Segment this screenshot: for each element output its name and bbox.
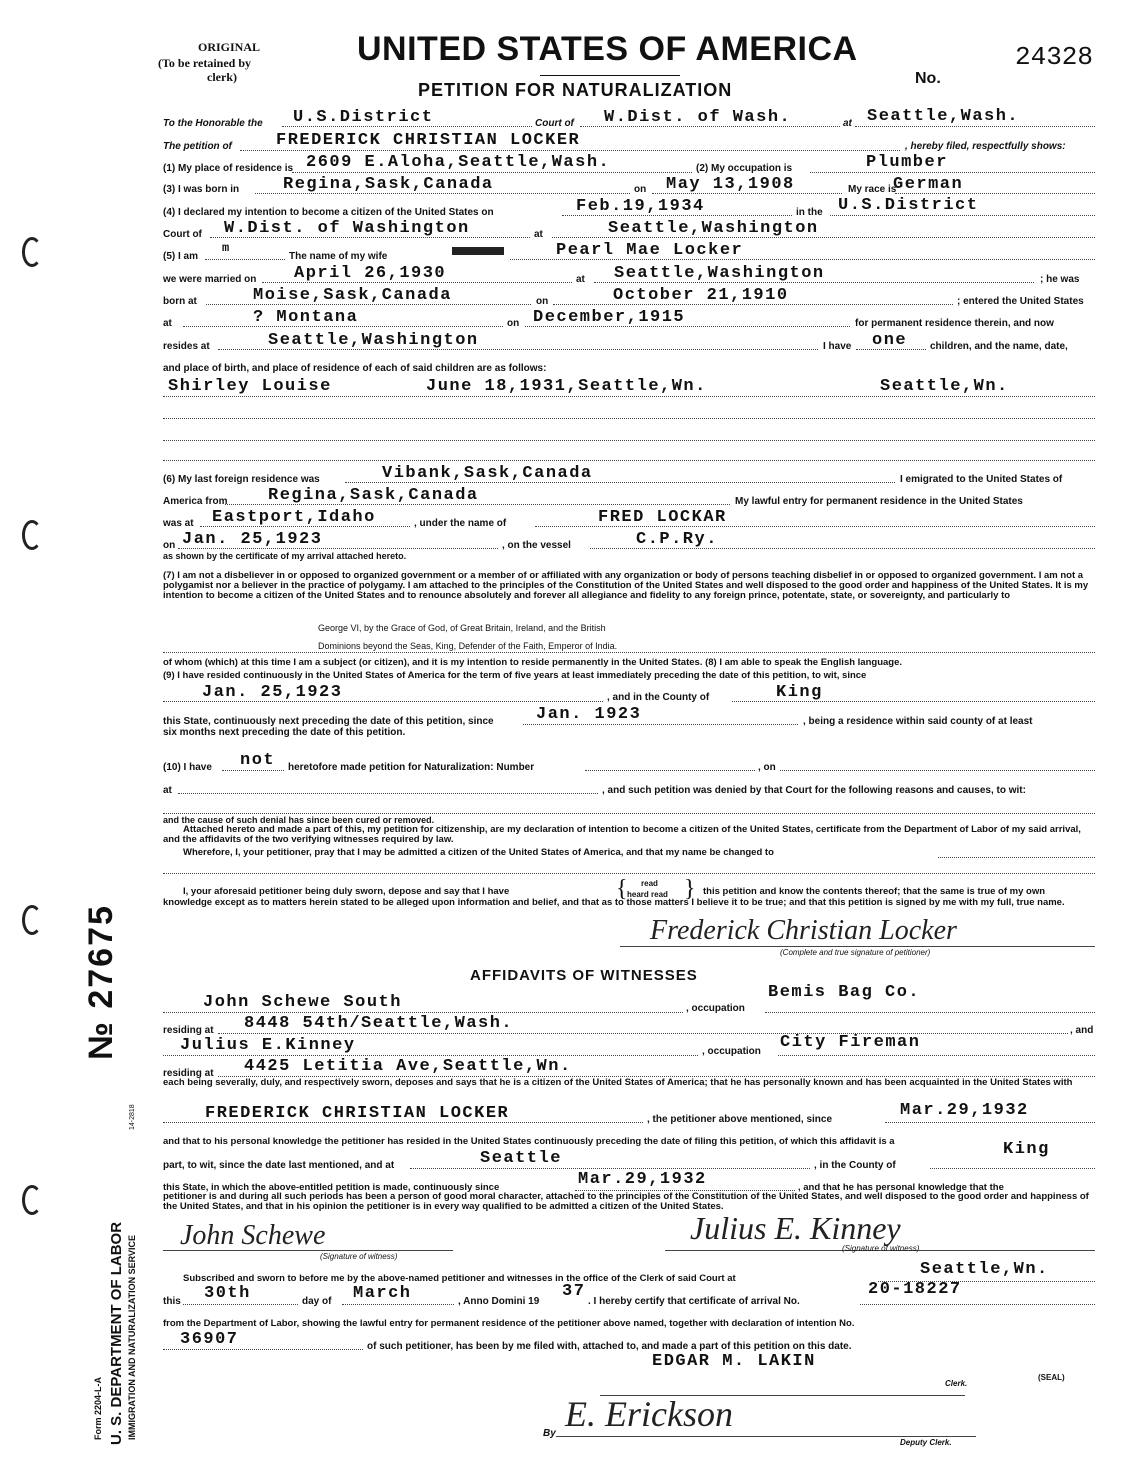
were-married-label: we were married on bbox=[163, 274, 257, 285]
foreign-residence: Vibank,Sask,Canada bbox=[382, 464, 593, 483]
sworn-label-a: I, your aforesaid petitioner being duly sworn, depose and say that I have bbox=[183, 886, 510, 897]
intent-label: (4) I declared my intention to become a citizen of the United States on bbox=[163, 207, 494, 218]
wife-entry-date: December,1915 bbox=[533, 308, 686, 327]
children-label: children, and the name, date, bbox=[930, 341, 1068, 352]
jurat-this-label: this bbox=[163, 1296, 181, 1307]
print-code: 14-2818 bbox=[129, 1104, 136, 1130]
witness2-occupation-label: , occupation bbox=[702, 1046, 761, 1057]
prior-value: not bbox=[240, 751, 276, 770]
witness1-occupation-label: , occupation bbox=[686, 1003, 745, 1014]
punch-hole-icon bbox=[22, 905, 42, 935]
certificate-label: as shown by the certificate of my arrival attached hereto. bbox=[163, 551, 407, 561]
was-at-label: was at bbox=[163, 518, 194, 529]
wife-on-label: on bbox=[536, 296, 549, 307]
vessel-value: C.P.Ry. bbox=[636, 530, 718, 549]
intent-at-label: at bbox=[534, 229, 543, 240]
emigrated-from: Regina,Sask,Canada bbox=[268, 486, 479, 505]
filed-label: , hereby filed, respectfully shows: bbox=[905, 141, 1066, 152]
america-from-label: America from bbox=[163, 496, 228, 507]
wife-label: The name of my wife bbox=[289, 251, 388, 262]
under-name-label: , under the name of bbox=[414, 518, 507, 529]
sovereign-line-1: George VI, by the Grace of God, of Great Britain, Ireland, and the British bbox=[318, 623, 606, 633]
born-on-label: on bbox=[634, 184, 647, 195]
denied-label: , and such petition was denied by that Court for the following reasons and causes, to wit: bbox=[602, 785, 1026, 796]
witness1-occupation: Bemis Bag Co. bbox=[768, 983, 921, 1002]
entry-name: FRED LOCKAR bbox=[598, 508, 727, 527]
six-months-label: six months next preceding the date of this petition. bbox=[163, 727, 406, 738]
residence-value: 2609 E.Aloha,Seattle,Wash. bbox=[306, 153, 611, 172]
being-label: , being a residence within said county of at least bbox=[803, 716, 1033, 727]
entry-at-label: at bbox=[163, 318, 172, 329]
witness1-sig-caption: (Signature of witness) bbox=[320, 1252, 398, 1261]
wife-resides: Seattle,Washington bbox=[268, 331, 479, 350]
witness-state-since: Mar.29,1932 bbox=[578, 1170, 707, 1189]
from-label: from the Department of Labor, showing the lawful entry for permanent residence of the petitioner above named, together with declaration of intention No. bbox=[163, 1318, 855, 1329]
witness2-name: Julius E.Kinney bbox=[180, 1036, 356, 1055]
clerk-label: Clerk. bbox=[945, 1379, 968, 1388]
department-label: U. S. DEPARTMENT OF LABOR bbox=[108, 1221, 125, 1445]
have-label: I have bbox=[823, 341, 852, 352]
witness-petitioner-name: FREDERICK CHRISTIAN LOCKER bbox=[205, 1104, 510, 1123]
witness-county: King bbox=[1003, 1140, 1050, 1159]
prior-on-label: , on bbox=[758, 762, 776, 773]
jurat-place: Seattle,Wn. bbox=[920, 1260, 1049, 1279]
jurat-month: March bbox=[353, 1284, 412, 1303]
and-label: , and bbox=[1070, 1025, 1094, 1036]
brace-left: { bbox=[616, 876, 628, 902]
read-label: read bbox=[641, 879, 658, 888]
deputy-signature: E. Erickson bbox=[565, 1394, 733, 1434]
original-label: ORIGINAL bbox=[198, 40, 261, 54]
witness-county-label: , in the County of bbox=[814, 1160, 896, 1171]
wife-birthplace: Moise,Sask,Canada bbox=[253, 286, 452, 305]
deputy-label: Deputy Clerk. bbox=[900, 1438, 952, 1447]
punch-hole-icon bbox=[22, 237, 42, 267]
he-was-label: ; he was bbox=[1040, 274, 1080, 285]
jurat-year: 37 bbox=[562, 1282, 586, 1301]
witness1-name: John Schewe South bbox=[203, 993, 402, 1012]
residence-label: (1) My place of residence is bbox=[163, 163, 294, 174]
punch-hole-icon bbox=[22, 1185, 42, 1215]
prior-rest-label: heretofore made petition for Naturalization: Number bbox=[288, 762, 535, 773]
prior-label: (10) I have bbox=[163, 762, 212, 773]
state-para-a: this State, in which the above-entitled petition is made, continuously since bbox=[163, 1182, 500, 1193]
stamp-number: № 27675 bbox=[82, 904, 120, 1060]
wife-name: Pearl Mae Locker bbox=[556, 241, 744, 260]
title-rule bbox=[540, 75, 680, 76]
married-place: Seattle,Washington bbox=[614, 264, 825, 283]
born-label: (3) I was born in bbox=[163, 184, 240, 195]
witness1-signature: John Schewe bbox=[180, 1220, 326, 1251]
witness1-residing-label: residing at bbox=[163, 1025, 214, 1036]
intent-district: W.Dist. of Washington bbox=[224, 219, 470, 238]
state-since: Jan. 1923 bbox=[536, 705, 642, 724]
filed-label: of such petitioner, has been by me filed with, attached to, and made a part of this petition on this date. bbox=[367, 1341, 852, 1352]
day-of-label: day of bbox=[302, 1296, 332, 1307]
state-since-label: this State, continuously next preceding the date of this petition, since bbox=[163, 716, 494, 727]
anno-label: , Anno Domini 19 bbox=[458, 1296, 540, 1307]
wherefore-label: Wherefore, I, your petitioner, pray that I may be admitted a citizen of the United States of America, and that my name be changed to bbox=[183, 847, 774, 858]
number-label: No. bbox=[915, 70, 941, 87]
child-name: Shirley Louise bbox=[168, 377, 332, 396]
state-para-c: petitioner is and during all such periods has been a person of good moral character, attached to the principles of the Constitution of the United States, and well disposed to the good order and happiness of the United States, and that in his opinion the petitioner is in every way qualified to be admitted a citizen of the United States. bbox=[163, 1191, 1089, 1212]
entered-label: ; entered the United States bbox=[957, 296, 1084, 307]
foreign-label: (6) My last foreign residence was bbox=[163, 474, 320, 485]
lawful-label: My lawful entry for permanent residence in the United States bbox=[735, 496, 1023, 507]
county-label: , and in the County of bbox=[607, 692, 710, 703]
service-label: IMMIGRATION AND NATURALIZATION SERVICE bbox=[127, 1235, 137, 1440]
occupation-value: Plumber bbox=[866, 153, 948, 172]
sworn-paragraph: this petition and know the contents thereof; that the same is true of my own knowledge except as to matters herein stated to be alleged upon information and belief, and that as to those matters I believe it to be true; and that this petition is signed by me with my full, true name. bbox=[163, 886, 1065, 908]
entry-date: Jan. 25,1923 bbox=[182, 530, 323, 549]
jurat-day: 30th bbox=[204, 1284, 251, 1303]
petitioner-name: FREDERICK CHRISTIAN LOCKER bbox=[276, 131, 581, 150]
clerk-name: EDGAR M. LAKIN bbox=[652, 1352, 816, 1371]
resided-since: Jan. 25,1923 bbox=[202, 683, 343, 702]
witness2-address: 4425 Letitia Ave,Seattle,Wn. bbox=[244, 1057, 572, 1076]
child-birth: June 18,1931,Seattle,Wn. bbox=[426, 377, 707, 396]
since-label: , the petitioner above mentioned, since bbox=[647, 1114, 833, 1125]
prior-at-label: at bbox=[163, 785, 172, 796]
witness2-residing-label: residing at bbox=[163, 1068, 214, 1079]
emigrated-label: I emigrated to the United States of bbox=[900, 474, 1063, 485]
married-date: April 26,1930 bbox=[294, 264, 447, 283]
clerk-label: clerk) bbox=[207, 70, 237, 84]
subject-label: of whom (which) at this time I am a subject (or citizen), and it is my intention to reside permanently in the United States. (8) I am able to speak the English language. bbox=[163, 657, 903, 668]
witnesses-heading: AFFIDAVITS OF WITNESSES bbox=[470, 967, 698, 984]
resides-label: resides at bbox=[163, 341, 210, 352]
sovereign-line-2: Dominions beyond the Seas, King, Defender of the Faith, Emperor of India. bbox=[318, 641, 618, 651]
married-mark: m bbox=[222, 241, 231, 255]
known-since: Mar.29,1932 bbox=[900, 1101, 1029, 1120]
retained-label: (To be retained by bbox=[158, 56, 252, 70]
birthdate-value: May 13,1908 bbox=[666, 175, 795, 194]
witness2-sig-caption: (Signature of witness) bbox=[842, 1244, 920, 1253]
cured-label: and the cause of such denial has since been cured or removed. bbox=[163, 815, 435, 825]
brace-right: } bbox=[684, 876, 696, 902]
children-count: one bbox=[872, 331, 908, 350]
intent-court-of-label: Court of bbox=[163, 229, 202, 240]
witness1-address: 8448 54th/Seattle,Wash. bbox=[244, 1014, 514, 1033]
vessel-label: , on the vessel bbox=[502, 540, 571, 551]
witness2-signature: Julius E. Kinney bbox=[690, 1210, 901, 1246]
arrival-number: 20-18227 bbox=[868, 1280, 962, 1299]
witness2-occupation: City Fireman bbox=[780, 1033, 921, 1052]
entry-on-label: on bbox=[163, 540, 176, 551]
child-residence: Seattle,Wn. bbox=[880, 377, 1009, 396]
state-para-b: , and that he has personal knowledge that the bbox=[798, 1182, 1004, 1193]
race-label: My race is bbox=[848, 184, 897, 195]
knowledge-paragraph: and that to his personal knowledge the petitioner has resided in the United States continuously preceding the date of filing this petition, of which this affidavit is a bbox=[163, 1136, 895, 1147]
born-at-label: born at bbox=[163, 296, 197, 307]
court-name: U.S.District bbox=[293, 108, 434, 127]
court-at-label: at bbox=[843, 118, 852, 129]
court-city: Seattle,Wash. bbox=[867, 107, 1020, 126]
attached-paragraph: Attached hereto and made a part of this, my petition for citizenship, are my declaration of intention to become a citizen of the United States, certificate from the Department of Labor of my said arrival, and the affidavits of the two verifying witnesses required by law. bbox=[163, 824, 1081, 845]
form-number: Form 2204-L-A bbox=[93, 1376, 103, 1440]
county-value: King bbox=[776, 683, 823, 702]
perm-label: for permanent residence therein, and now bbox=[855, 318, 1054, 329]
resided-label: (9) I have resided continuously in the United States of America for the term of five years at least immediately preceding the date of this petition, to wit, since bbox=[163, 670, 867, 681]
punch-hole-icon bbox=[22, 520, 42, 550]
wife-birthdate: October 21,1910 bbox=[613, 286, 789, 305]
court-to-label: To the Honorable the bbox=[163, 118, 263, 129]
document-title: UNITED STATES OF AMERICA bbox=[357, 30, 858, 68]
declaration-number: 36907 bbox=[180, 1330, 239, 1349]
married-at-label: at bbox=[576, 274, 585, 285]
petition-number: 24328 bbox=[1015, 42, 1094, 72]
race-value: German bbox=[893, 175, 964, 194]
document-subtitle: PETITION FOR NATURALIZATION bbox=[418, 80, 733, 100]
witness-resided-at: Seattle bbox=[480, 1149, 562, 1168]
court-district: W.Dist. of Wash. bbox=[604, 108, 792, 127]
court-of-label: Court of bbox=[535, 118, 574, 129]
certify-label: . I hereby certify that certificate of arrival No. bbox=[588, 1296, 800, 1307]
allegiance-paragraph: (7) I am not a disbeliever in or opposed to organized government or a member of or affiliated with any organization or body of persons teaching disbelief in or opposed to organized government. I am not a polygamist nor a believer in the practice of polygamy. I am attached to the principles of the Constitution of the United States and well disposed to the good order and happiness of the United States. It is my intention to become a citizen of the United States and to renounce absolutely and forever all allegiance and fidelity to any foreign prince, potentate, state, or sovereignty, and particularly to bbox=[163, 570, 1089, 601]
seal-label: (SEAL) bbox=[1038, 1373, 1065, 1382]
entry-place: Eastport,Idaho bbox=[212, 508, 376, 527]
intent-date: Feb.19,1934 bbox=[576, 197, 705, 216]
heard-read-label: heard read bbox=[627, 890, 668, 899]
married-label: (5) I am bbox=[163, 251, 199, 262]
petitioner-signature: Frederick Christian Locker bbox=[650, 915, 957, 946]
subscribed-label: Subscribed and sworn to before me by the above-named petitioner and witnesses in the office of the Clerk of said Court at bbox=[183, 1273, 736, 1284]
intent-in-label: in the bbox=[796, 207, 823, 218]
children-place-label: and place of birth, and place of residence of each of said children are as follows: bbox=[163, 363, 547, 374]
struck-text bbox=[452, 247, 504, 255]
by-label: By bbox=[543, 1428, 556, 1439]
wife-entry-on-label: on bbox=[507, 318, 520, 329]
part-label: part, to wit, since the date last mentioned, and at bbox=[163, 1160, 395, 1171]
intent-court: U.S.District bbox=[838, 196, 979, 215]
birthplace-value: Regina,Sask,Canada bbox=[283, 175, 494, 194]
each-paragraph: each being severally, duly, and respectively sworn, deposes and says that he is a citizen of the United States of America; that he has personally known and has been acquainted in the United States with bbox=[163, 1077, 1073, 1088]
wife-entry-place: ? Montana bbox=[253, 308, 359, 327]
intent-city: Seattle,Washington bbox=[608, 219, 819, 238]
occupation-label: (2) My occupation is bbox=[696, 163, 793, 174]
signature-caption: (Complete and true signature of petitioner) bbox=[780, 948, 931, 957]
petition-of-label: The petition of bbox=[163, 141, 232, 152]
